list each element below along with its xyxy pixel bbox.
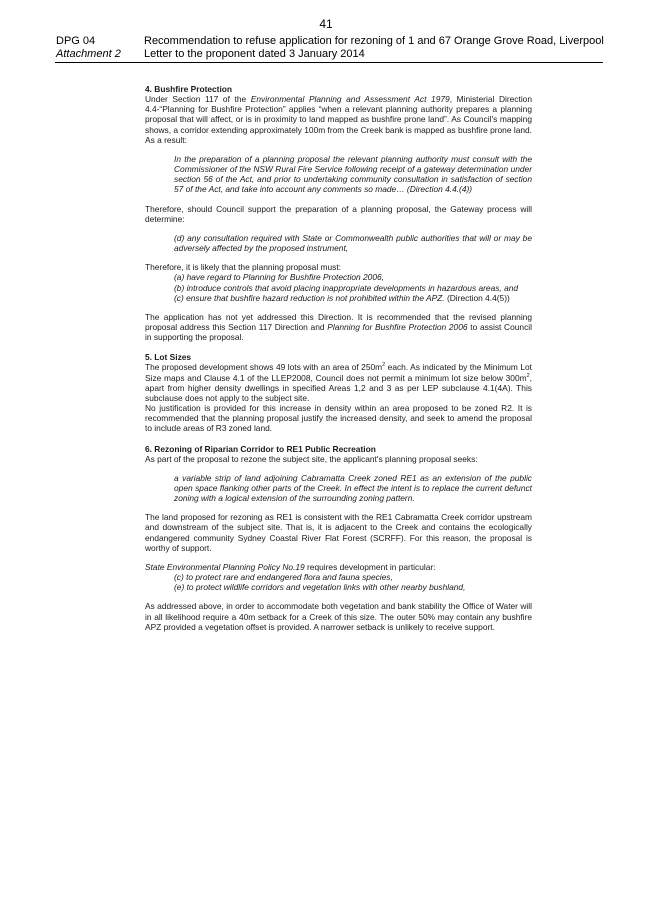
superscript: 2 xyxy=(382,362,386,369)
superscript: 2 xyxy=(526,372,530,379)
section-heading-bushfire: 4. Bushfire Protection xyxy=(145,84,233,94)
section-heading-lot-sizes: 5. Lot Sizes xyxy=(145,352,192,363)
list-item: (e) to protect wildlife corridors and vegetation links with other nearby bushland, xyxy=(174,582,466,593)
page-number: 41 xyxy=(319,17,333,31)
text: The application has not yet addressed this Direction. It is recommended that the revised planning proposal address this Section 117 Direction and xyxy=(145,311,532,332)
paragraph xyxy=(145,362,532,403)
header-title-line2: Letter to the proponent dated 3 January 2014 xyxy=(144,48,365,60)
list-item: (c) to protect rare and endangered flora and fauna species, xyxy=(174,572,393,583)
text: to assist Council in supporting the proposal. xyxy=(145,321,532,343)
list-item xyxy=(174,293,532,303)
section-heading-rezoning: 6. Rezoning of Riparian Corridor to RE1 Public Recreation xyxy=(145,443,376,454)
list-item: (a) have regard to Planning for Bushfire Protection 2006, xyxy=(174,272,384,283)
paragraph xyxy=(145,312,532,342)
text: , apart from higher density dwellings in specified Areas 1,2 and 3 as per LEP subclause 4.1(4A). This subclause does not apply to the subject site. xyxy=(145,372,532,403)
act-title: Environmental Planning and Assessment Act 1979 xyxy=(250,94,450,105)
attachment-label: Attachment 2 xyxy=(56,48,121,60)
block-quote: (d) any consultation required with State or Commonwealth public authorities that will or may be adversely affected by the proposed instrument, xyxy=(174,232,532,254)
list-item: (b) introduce controls that avoid placing inappropriate developments in hazardous areas, and xyxy=(174,282,519,293)
text: (Direction 4.4(5)) xyxy=(444,292,510,303)
text: The proposed development shows 49 lots with an area of 250m xyxy=(145,362,383,373)
letter-body xyxy=(145,84,532,632)
requirement-list xyxy=(145,272,532,302)
text: (c) ensure that bushfire hazard reduction is not prohibited within the APZ. xyxy=(174,292,445,303)
text: requires development in particular: xyxy=(304,561,436,572)
paragraph: As part of the proposal to rezone the subject site, the applicant's planning proposal seeks: xyxy=(145,453,478,464)
requirement-list xyxy=(145,572,532,592)
text: Under Section 117 of the xyxy=(145,94,251,105)
header-divider xyxy=(55,62,603,63)
text: , Ministerial Direction 4.4-“Planning for Bushfire Protection” applies “when a relevant planning authority prepares a planning proposal that will affect, or is in proximity to land mapped as bushfire prone land”. As Council's mapping shows, a corridor extending approximately 100m from the Creek bank is mapped as bushfire prone land. As a result: xyxy=(145,94,532,145)
text: each. As indicated by the Minimum Lot Size maps and Clause 4.1 of the LLEP2008, Council does not permit a minimum lot size below 300m xyxy=(145,362,532,383)
policy-title: Planning for Bushfire Protection 2006 xyxy=(327,321,468,332)
doc-id: DPG 04 xyxy=(56,35,96,47)
paragraph: Therefore, should Council support the preparation of a planning proposal, the Gateway process will determine: xyxy=(145,203,532,224)
paragraph: Therefore, it is likely that the planning proposal must: xyxy=(145,262,341,273)
paragraph xyxy=(145,94,532,145)
header-left xyxy=(56,35,121,61)
block-quote: a variable strip of land adjoining Cabramatta Creek zoned RE1 as an extension of the public open space flanking other parts of the Creek. In effect the intent is to replace the current defunct zoning with a logical extension of the surrounding zoning pattern. xyxy=(174,472,532,504)
policy-title: State Environmental Planning Policy No.19 xyxy=(145,561,305,572)
block-quote: In the preparation of a planning proposal the relevant planning authority must consult with the Commissioner of the NSW Rural Fire Service following receipt of a gateway determination under section 56 of the Act, and prior to undertaking community consultation in satisfaction of section 57 of the Act, and take into account any comments so made… (Direction 4.4.(4)) xyxy=(174,153,532,195)
header-title-line1: Recommendation to refuse application for rezoning of 1 and 67 Orange Grove Road, Liverpool xyxy=(144,35,604,47)
paragraph: No justification is provided for this increase in density within an area proposed to be zoned R2. It is recommended that the planning proposal justify the increased density, and seek to amend the proposal to include areas of R3 zoned land. xyxy=(145,403,532,434)
paragraph xyxy=(145,562,532,572)
paragraph: The land proposed for rezoning as RE1 is consistent with the RE1 Cabramatta Creek corridor upstream and downstream of the subject site. That is, it is adjacent to the Creek and contains the ecologically endangered community Sydney Coastal River Flat Forest (SCRFF). For this reason, the proposal is worthy of support. xyxy=(145,512,532,553)
header-title xyxy=(144,35,604,61)
paragraph: As addressed above, in order to accommodate both vegetation and bank stability the Office of Water will in all likelihood require a 40m setback for a Creek of this size. The outer 50% may contain any bushfire APZ provided a vegetation offset is provided. A narrower setback is unlikely to receive support. xyxy=(145,601,532,632)
